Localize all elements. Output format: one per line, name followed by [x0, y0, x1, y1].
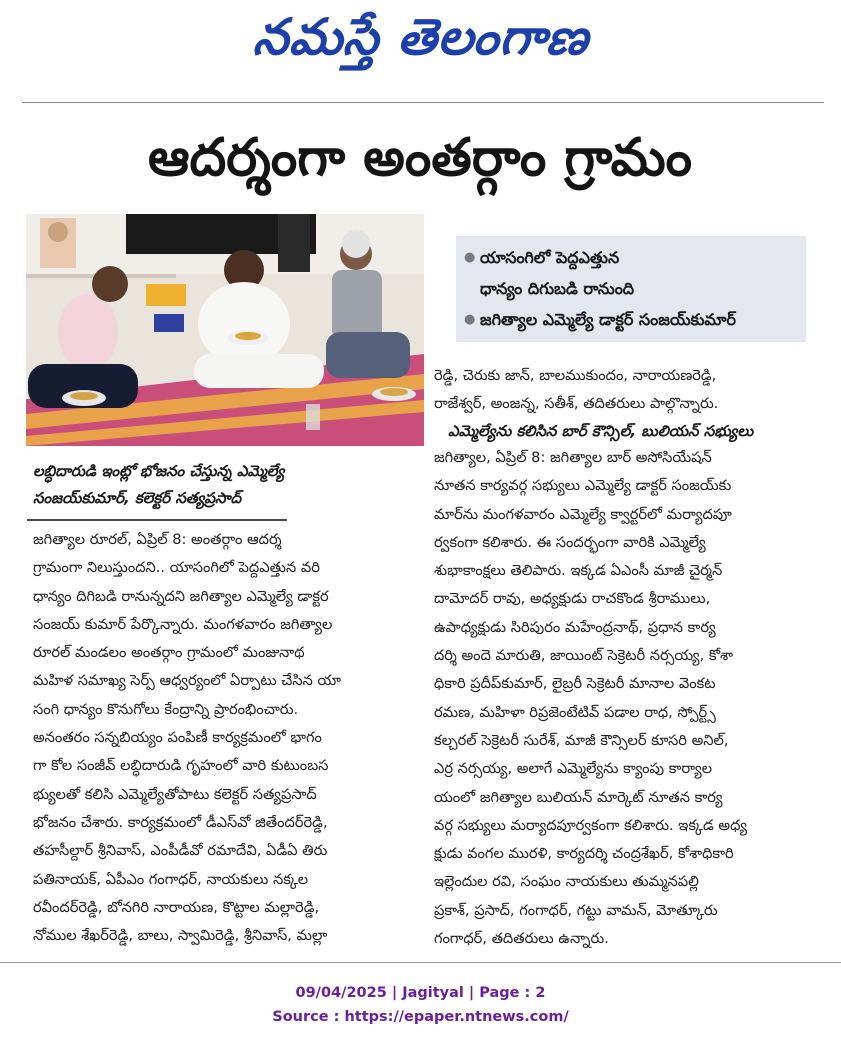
article-line: జగిత్యాల రూరల్, ఏప్రిల్ 8: అంతర్గాం ఆదర్శ [33, 531, 282, 548]
article-line: భ్యులతో కలిసి ఎమ్మెల్యేతోపాటు కలెక్టర్ సత్యప్రసాద్ [33, 785, 317, 803]
article-line: నోముల శేఖర్‌రెడ్డి, బాలు, స్వామిరెడ్డి, శ్రీనివాస్, మల్లా [33, 927, 328, 945]
photo-caption [33, 458, 413, 512]
article-line: కల్చరల్ సెక్రెటరీ సురేశ్, మాజీ కౌన్సిలర్ కూసరి అనిల్, [434, 731, 729, 749]
article-line: ప్రకాశ్, ప్రసాద్, గంగాధర్, గట్టు వామన్, మోత్కూరు [434, 901, 718, 919]
article-line: నూతన కార్యవర్గ సభ్యులు ఎమ్మెల్యే డాక్టర్ సంజయ్‌కు [434, 477, 732, 495]
article-line: సంజయ్ కుమార్ పేర్కొన్నారు. మంగళవారం జగిత్యాల [33, 615, 333, 633]
article-line: గ్రామంగా నిలుస్తుందని.. యాసంగిలో పెద్దఎత్తున వరి [33, 559, 320, 577]
article-line: గంగాధర్, తదితరులు ఉన్నారు. [434, 930, 609, 948]
article-line: తహసీల్దార్ శ్రీనివాస్, ఎంపీడీవో రమాదేవి, ఏడీఏ తిరు [33, 842, 328, 860]
article-line: రవీందర్‌రెడ్డి, బోనగిరి నారాయణ, కొట్టాల మల్లారెడ్డి, [33, 898, 320, 916]
article-line: భోజనం చేశారు. కార్యక్రమంలో డీఎస్‌వో జితేందర్‌రెడ్డి, [33, 813, 328, 831]
article-line: దామోదర్ రావు, అధ్యక్షుడు రాచకొండ శ్రీరాములు, [434, 590, 711, 608]
caption-divider [27, 519, 287, 521]
article-line: ధికారి ప్రదీప్‌కుమార్, లైబ్రరీ సెక్రెటరీ మానాల వెంకట [434, 675, 716, 693]
masthead [0, 8, 841, 78]
article-line: గా కోల సంజీవ్ లబ్ధిదారుడి గృహంలో వారి కుటుంబస [33, 757, 329, 775]
article-line: సంగి ధాన్యం కొనుగోలు కేంద్రాన్ని ప్రారంభించారు. [33, 700, 299, 718]
article-line: రాజేశ్వర్, అంజన్న, సతీశ్, తదితరులు పాల్గొన్నారు. [434, 395, 719, 413]
highlight-item [464, 304, 798, 335]
article-line: మార్‌ను మంగళవారం ఎమ్మెల్యే క్వార్టర్‌లో మర్యాదపూ [434, 505, 732, 523]
caption-line: లబ్ధిదారుడి ఇంట్లో భోజనం చేస్తున్న ఎమ్మెల్యే [33, 462, 285, 480]
highlight-item [464, 242, 798, 273]
article-line: శుభాకాంక్షలు తెలిపారు. ఇక్కడ ఏఎంసీ మాజీ చైర్మన్ [434, 562, 723, 580]
article-line: క్షుడు వంగల మురళి, కార్యదర్శి చంద్రశేఖర్, కోశాధికారి [434, 845, 734, 863]
article-line: పతినాయక్, ఏపీఎం గంగాధర్, నాయకులు నక్కల [33, 870, 309, 888]
article-line: ఉపాధ్యక్షుడు సిరిపురం మహేంద్రనాథ్, ప్రధాన కార్య [434, 618, 716, 636]
highlight-item [464, 273, 798, 304]
article-line: రూరల్ మండలం అంతర్గాం గ్రామంలో మంజునాథ [33, 644, 305, 662]
article-line: యంలో జగిత్యాల బులియన్ మార్కెట్ నూతన కార్య [434, 788, 723, 806]
article-line: దర్శి అందె మారుతి, జాయింట్ సెక్రెటరీ నర్సయ్య, కోశా [434, 647, 734, 665]
article-line: ఇల్లెందుల రవి, సంఘం నాయకులు తుమ్మనపల్లి [434, 873, 699, 891]
sub-headline: ఎమ్మెల్యేను కలిసిన బార్ కౌన్సిల్, బులియన్ సభ్యులు [448, 422, 754, 440]
article-line: రెడ్డి, చెరుకు జాన్, బాలముకుందం, నారాయణరెడ్డి, [434, 367, 717, 384]
news-photo [26, 214, 424, 446]
bullet-icon: ● [464, 250, 476, 265]
article-line: రమణ, మహిళా రిప్రజెంటేటివ్ పడాల రాధ, స్పోర్ట్స్ [434, 703, 716, 721]
article-line: ఎర్ర నర్సయ్య, అలాగే ఎమ్మెల్యేను క్యాంపు కార్యాల [434, 760, 713, 778]
article-line: అనంతరం సన్నబియ్యం పంపిణీ కార్యక్రమంలో భాగం [33, 729, 322, 747]
article-line: మహిళ సమాఖ్య సెర్ప్ ఆధ్వర్యంలో ఏర్పాటు చేసిన యా [33, 672, 341, 690]
article-line: జగిత్యాల, ఏప్రిల్ 8: జగిత్యాల బార్ అసోసియేషన్ [434, 449, 712, 466]
highlight-text: జగిత్యాల ఎమ్మెల్యే డాక్టర్ సంజయ్‌కుమార్ [480, 310, 736, 329]
headline: ఆదర్శంగా అంతర్గాం గ్రామం [148, 128, 692, 188]
bullet-icon: ● [464, 312, 476, 327]
footer-source-link[interactable]: Source : https://epaper.ntnews.com/ [272, 1009, 569, 1025]
article-line: ధాన్యం దిగిబడి రానున్నదని జగిత్యాల ఎమ్మెల్యే డాక్టర [33, 587, 329, 605]
highlight-text: ధాన్యం దిగుబడి రానుంది [480, 279, 635, 298]
article-right-column [434, 444, 812, 953]
footer-divider [0, 962, 841, 963]
article-right-column-continued [434, 362, 812, 419]
article-line: వర్గ సభ్యులు మర్యాదపూర్వకంగా కలిశారు. ఇక్కడ అధ్య [434, 816, 747, 834]
caption-line: సంజయ్‌కుమార్, కలెక్టర్ సత్యప్రసాద్ [33, 489, 242, 507]
masthead-logo-text: నమస్తే తెలంగాణ [251, 7, 591, 66]
top-divider [22, 102, 824, 103]
photo-illustration [26, 214, 424, 446]
highlight-text: యాసంగిలో పెద్దఎత్తున [480, 248, 620, 267]
article-left-column [33, 526, 413, 950]
footer-date-line: 09/04/2025 | Jagityal | Page : 2 [295, 985, 546, 1001]
highlights-box [456, 236, 806, 342]
article-line: ర్వకంగా కలిశారు. ఈ సందర్భంగా వారికి ఎమ్మెల్యే [434, 533, 706, 551]
